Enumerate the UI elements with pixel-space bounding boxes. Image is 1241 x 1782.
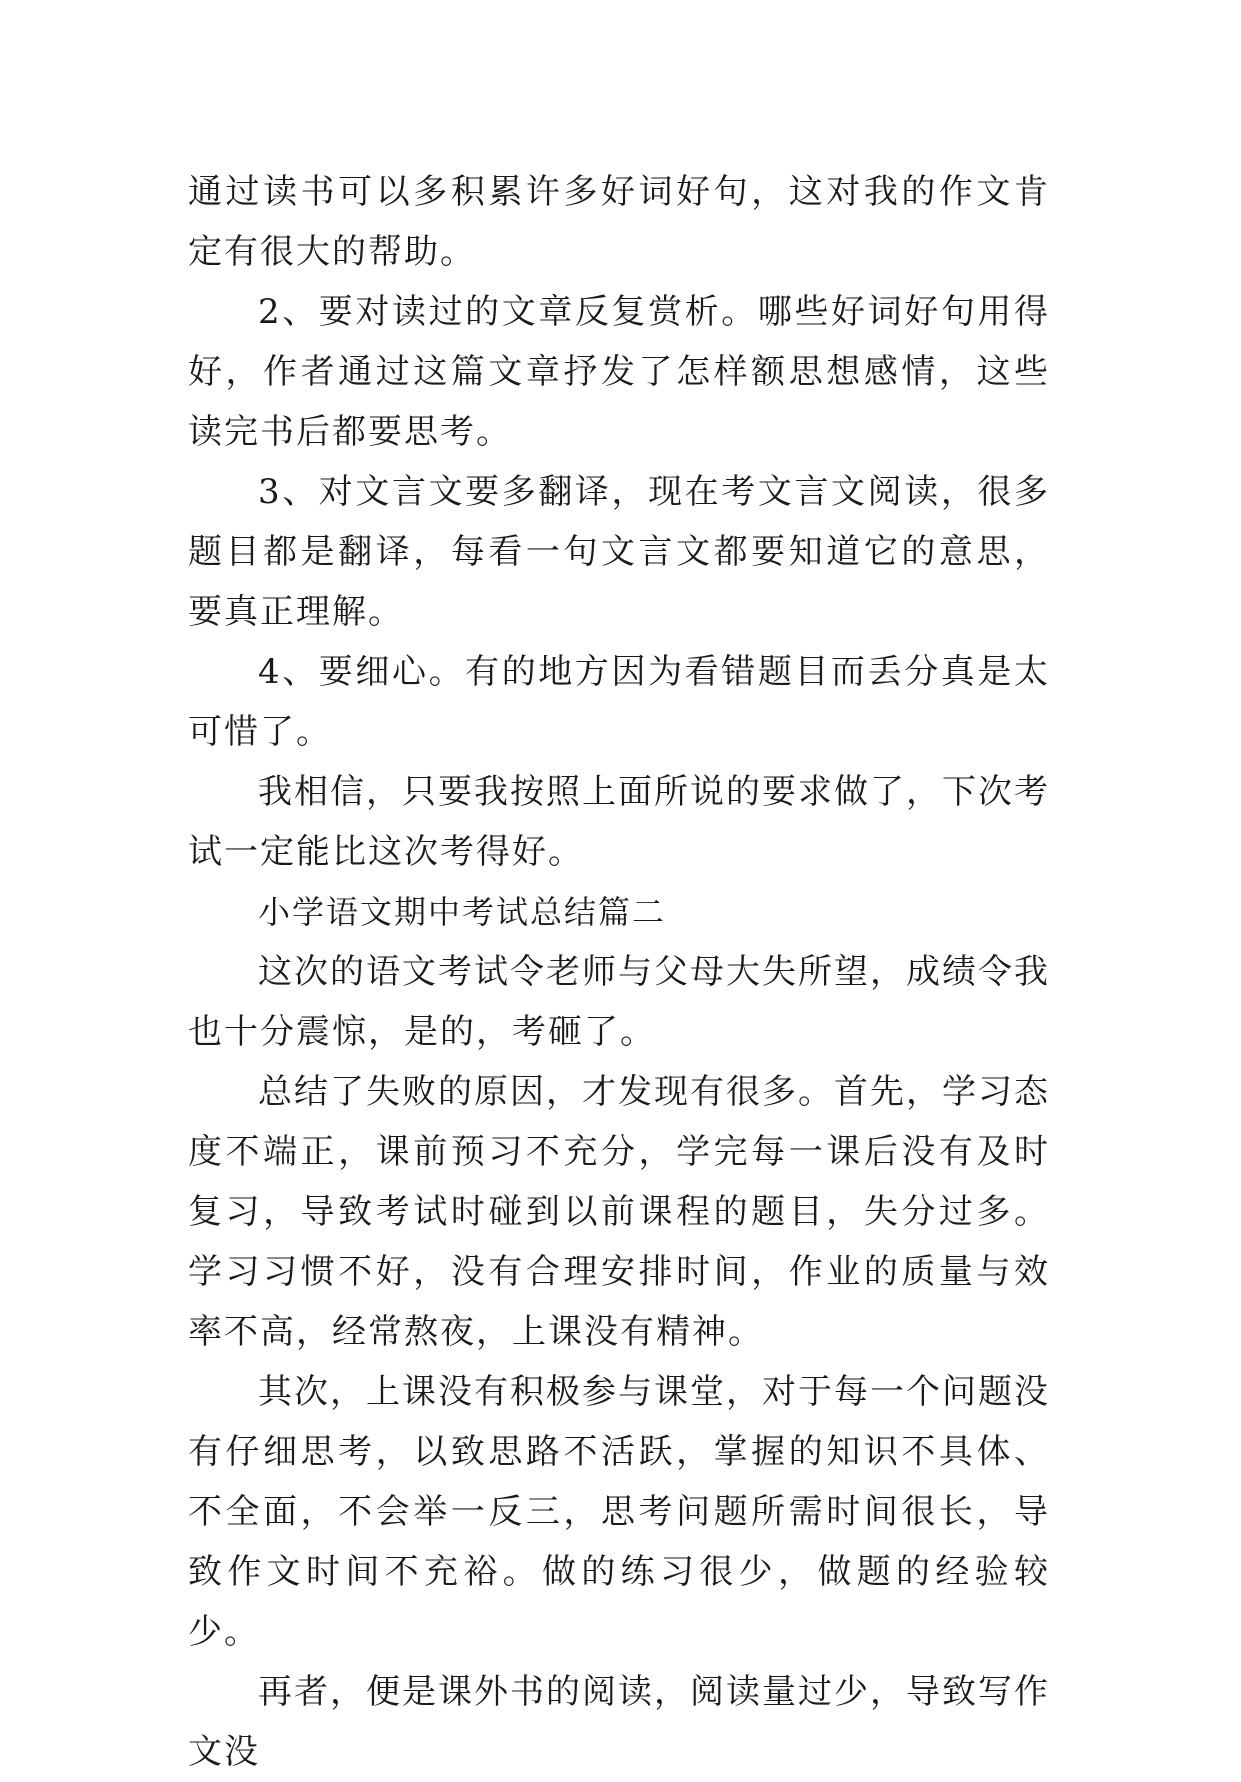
section-heading: 小学语文期中考试总结篇二	[258, 893, 667, 931]
paragraph-6: 这次的语文考试令老师与父母大失所望，成绩令我也十分震惊，是的，考砸了。	[188, 952, 1050, 1052]
paragraph-4: 4、要细心。有的地方因为看错题目而丢分真是太可惜了。	[188, 652, 1050, 752]
paragraph-9: 再者，便是课外书的阅读，阅读量过少，导致写作文没	[188, 1672, 1050, 1772]
document-body	[188, 162, 1050, 1782]
paragraph-1: 通过读书可以多积累许多好词好句，这对我的作文肯定有很大的帮助。	[188, 172, 1050, 272]
paragraph-8: 其次，上课没有积极参与课堂，对于每一个问题没有仔细思考，以致思路不活跃，掌握的知识不具体、不全面，不会举一反三，思考问题所需时间很长，导致作文时间不充裕。做的练习很少，做题的经验较少。	[188, 1372, 1050, 1652]
paragraph-2: 2、要对读过的文章反复赏析。哪些好词好句用得好，作者通过这篇文章抒发了怎样额思想感情，这些读完书后都要思考。	[188, 292, 1050, 452]
paragraph-7: 总结了失败的原因，才发现有很多。首先，学习态度不端正，课前预习不充分，学完每一课后没有及时复习，导致考试时碰到以前课程的题目，失分过多。学习习惯不好，没有合理安排时间，作业的质量与效率不高，经常熬夜，上课没有精神。	[188, 1072, 1050, 1352]
paragraph-5: 我相信，只要我按照上面所说的要求做了，下次考试一定能比这次考得好。	[188, 772, 1050, 872]
paragraph-3: 3、对文言文要多翻译，现在考文言文阅读，很多题目都是翻译，每看一句文言文都要知道它的意思，要真正理解。	[188, 472, 1050, 632]
